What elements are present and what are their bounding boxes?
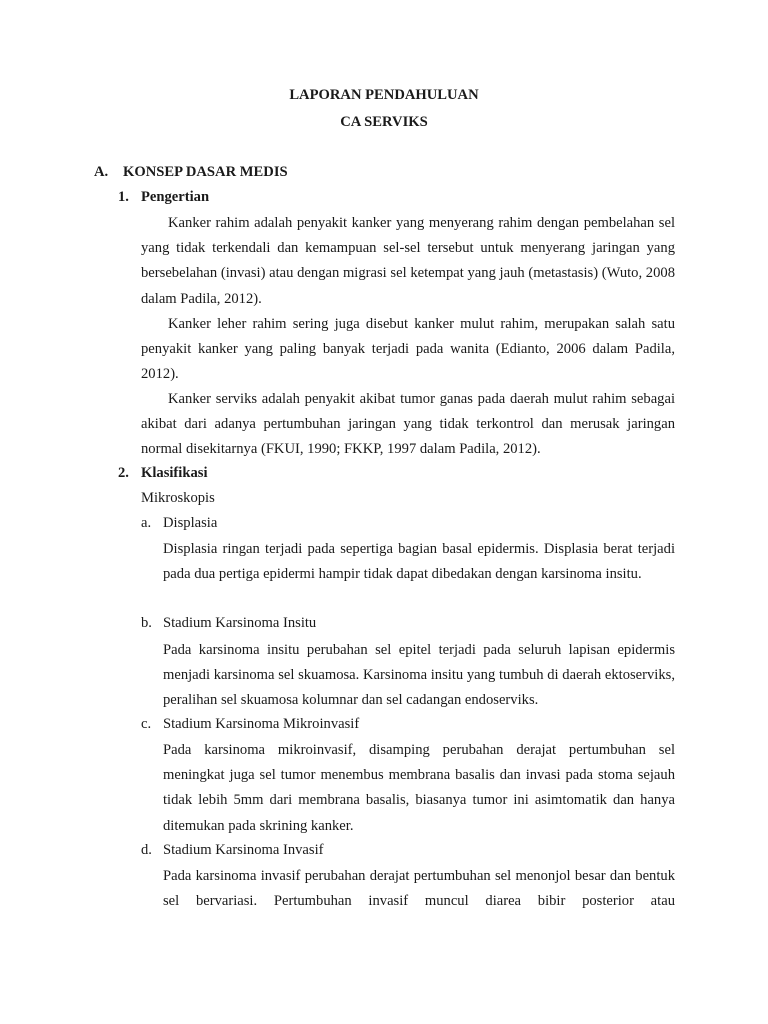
document-title: LAPORAN PENDAHULUAN bbox=[289, 87, 479, 103]
list-item-letter: c. bbox=[141, 716, 152, 732]
subsection-1-number: 1. bbox=[118, 189, 129, 205]
list-item-title: Stadium Karsinoma Insitu bbox=[163, 615, 317, 631]
list-item-letter: b. bbox=[141, 615, 152, 631]
subsection-2-title: Klasifikasi bbox=[141, 465, 208, 481]
document-subtitle: CA SERVIKS bbox=[340, 114, 428, 130]
subsection-2-number: 2. bbox=[118, 465, 129, 481]
list-item-text: Pada karsinoma invasif perubahan derajat pertumbuhan sel menonjol besar dan bentuk sel bervariasi. Pertumbuhan invasif muncul diarea bibir posterior atau bbox=[163, 868, 675, 910]
paragraph-pengertian-3: Kanker serviks adalah penyakit akibat tumor ganas pada daerah mulut rahim sebagai akibat dari adanya pertumbuhan jaringan yang tidak terkontrol dan merusak jaringan normal disekitarnya (FKUI, 1990; FKKP, 1997 dalam Padila, 2012). bbox=[141, 391, 675, 458]
list-item-text: Pada karsinoma insitu perubahan sel epitel terjadi pada seluruh lapisan epidermis menjadi karsinoma sel skuamosa. Karsinoma insitu yang tumbuh di daerah ektoserviks, peralihan sel skuamosa kolumnar dan sel cadangan endoserviks. bbox=[163, 642, 675, 709]
subsection-1-title: Pengertian bbox=[141, 189, 210, 205]
list-item-letter: d. bbox=[141, 842, 152, 858]
list-item-letter: a. bbox=[141, 515, 152, 531]
section-a-title: KONSEP DASAR MEDIS bbox=[123, 164, 288, 180]
paragraph-pengertian-1: Kanker rahim adalah penyakit kanker yang menyerang rahim dengan pembelahan sel yang tidak terkendali dan kemampuan sel-sel tersebut untuk menyerang jaringan yang bersebelahan (invasi) atau dengan migrasi sel ketempat yang jauh (metastasis) (Wuto, 2008 dalam Padila, 2012). bbox=[141, 215, 675, 307]
list-item-text: Displasia ringan terjadi pada sepertiga bagian basal epidermis. Displasia berat terjadi pada dua pertiga epidermi hampir tidak dapat dibedakan dengan karsinoma insitu. bbox=[163, 541, 675, 583]
list-item-title: Displasia bbox=[163, 515, 218, 531]
list-item-title: Stadium Karsinoma Mikroinvasif bbox=[163, 716, 360, 732]
paragraph-pengertian-2: Kanker leher rahim sering juga disebut kanker mulut rahim, merupakan salah satu penyakit kanker yang paling banyak terjadi pada wanita (Edianto, 2006 dalam Padila, 2012). bbox=[141, 316, 675, 383]
list-item-text: Pada karsinoma mikroinvasif, disamping perubahan derajat pertumbuhan sel meningkat juga sel tumor menembus membrana basalis dan invasi pada stoma sejauh tidak lebih 5mm dari membrana basalis, biasanya tumor ini asimtomatik dan hanya ditemukan pada skrining kanker. bbox=[163, 742, 675, 834]
section-a-label: A. bbox=[94, 164, 109, 180]
classification-intro: Mikroskopis bbox=[141, 490, 215, 506]
list-item-title: Stadium Karsinoma Invasif bbox=[163, 842, 324, 858]
